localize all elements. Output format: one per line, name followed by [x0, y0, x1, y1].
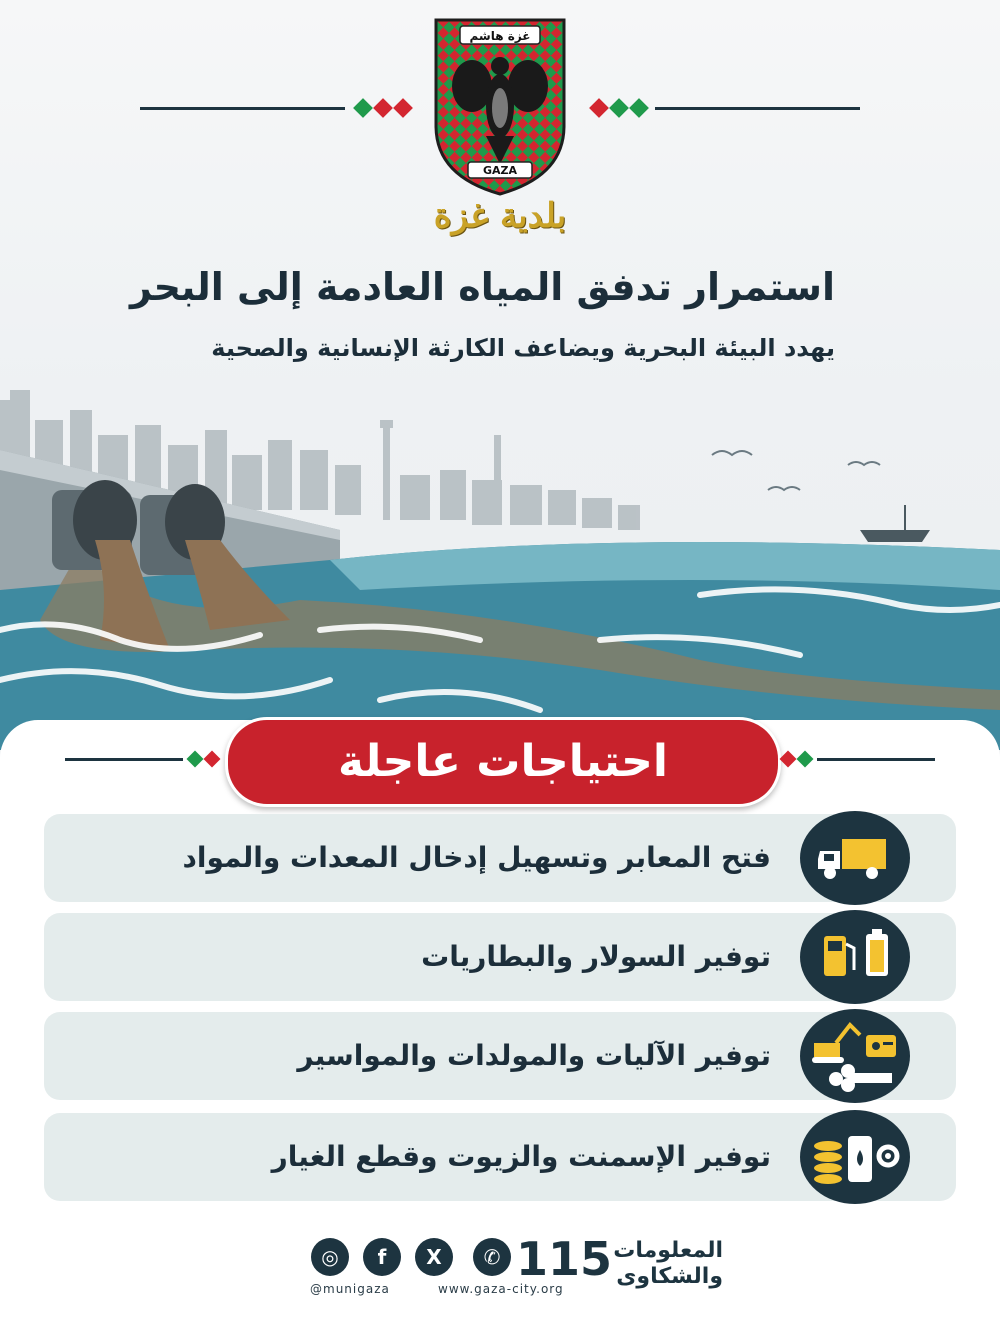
municipality-crest-logo — [432, 16, 568, 196]
list-item — [44, 814, 956, 902]
truck-icon — [800, 811, 910, 905]
instagram-icon[interactable]: ◎ — [311, 1238, 349, 1276]
cement-oil-gear-icon — [800, 1110, 910, 1204]
header-rule-right — [655, 107, 860, 110]
list-item — [44, 913, 956, 1001]
hotline-number: 115 — [516, 1232, 613, 1286]
facebook-icon[interactable]: f — [363, 1238, 401, 1276]
social-handle[interactable]: @munigaza — [310, 1282, 390, 1296]
website-link[interactable]: www.gaza-city.org — [438, 1282, 564, 1296]
header-rule-left — [140, 107, 345, 110]
hotline-label — [598, 1238, 723, 1290]
x-icon[interactable]: X — [415, 1238, 453, 1276]
need-label: توفير الآليات والمولدات والمواسير — [297, 1039, 771, 1072]
hotline-label-line-2: والشكاوى — [616, 1264, 723, 1289]
sewage-sea-illustration — [0, 380, 1000, 750]
svg-text:غزة هاشم: غزة هاشم — [469, 29, 531, 43]
fuel-battery-icon — [800, 910, 910, 1004]
diamond-green — [353, 98, 373, 118]
hotline-label-line-1: المعلومات — [613, 1238, 723, 1263]
diamond-red — [373, 98, 393, 118]
list-item — [44, 1012, 956, 1100]
municipality-name-logo: بلدية غزة — [433, 196, 567, 236]
diamond-green — [609, 98, 629, 118]
svg-text:GAZA: GAZA — [482, 164, 518, 177]
list-item — [44, 1113, 956, 1201]
heading-rule-right — [817, 758, 935, 761]
need-label: توفير السولار والبطاريات — [421, 940, 771, 973]
diamond-red — [589, 98, 609, 118]
whatsapp-icon[interactable]: ✆ — [473, 1238, 511, 1276]
diamond-red — [393, 98, 413, 118]
page-subtitle: يهدد البيئة البحرية ويضاعف الكارثة الإنسانية والصحية — [211, 334, 835, 362]
need-label: فتح المعابر وتسهيل إدخال المعدات والمواد — [182, 841, 771, 874]
excavator-generator-pipes-icon — [800, 1009, 910, 1103]
need-label: توفير الإسمنت والزيوت وقطع الغيار — [271, 1140, 771, 1173]
heading-rule-left — [65, 758, 183, 761]
page-title: استمرار تدفق المياه العادمة إلى البحر — [129, 265, 835, 309]
needs-heading: احتياجات عاجلة — [225, 717, 781, 807]
diamond-green — [629, 98, 649, 118]
